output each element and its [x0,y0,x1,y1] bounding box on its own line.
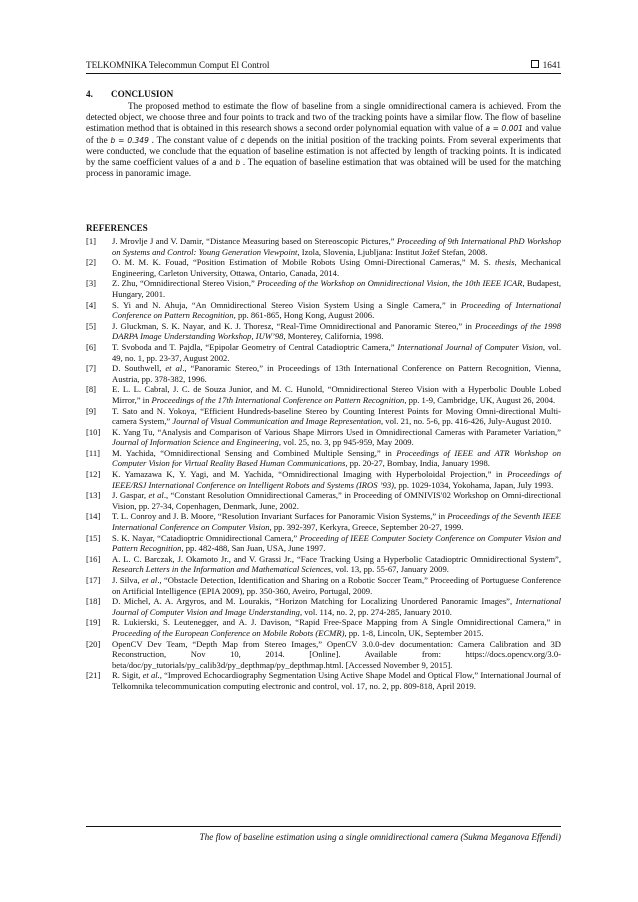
reference-details: , vol. 21, no. 5-6, pp. 416-426, July-August 2010. [381,416,552,427]
reference-label: [19] [86,617,101,628]
reference-source: Proceeding of IEEE Computer Society Conference on Computer Vision and Pattern Recognition [112,532,561,554]
reference-item [86,406,561,427]
reference-text: J. Silva, [112,575,143,585]
reference-text: S. Yi and N. Ahuja, “An Omnidirectional Stereo Vision System Using a Single Camera,” in [112,299,461,310]
reference-source: et al [142,575,158,585]
reference-source: Proceedings of IEEE/RSJ International Conference on Intelligent Robots and Systems (IROS ’93) [112,469,561,490]
reference-item [86,278,561,299]
conclusion-text-4: depends on the initial position of the tracking points. From several experiments that were conducted, we conclude that the equation of baseline estimation is not affected by length of tracking points. It is indicated by the same coefficient values of [86,134,561,168]
reference-text: R. Lukierski, S. Leutenegger, and A. J. Davison, “Rapid Free-Space Mapping from A Single Omnidirectional Camera,” in [112,617,561,628]
reference-label: [17] [86,575,101,585]
reference-list [86,236,561,692]
math-b: b [235,158,241,168]
header-rule [86,73,561,74]
page-number-block [531,60,561,70]
reference-item [86,490,561,511]
footer-rule [86,826,561,827]
math-c: c [240,135,245,145]
references-heading: REFERENCES [86,223,148,233]
reference-text: T. Svoboda and T. Pajdla, “Epipolar Geometry of Central Catadioptric Camera,” [112,341,398,352]
reference-text: OpenCV Dev Team, “Depth Map from Stereo Images,” OpenCV 3.0.0-dev documentation: Camera Calibration and 3D Reconstruction, Nov 10, 2014. [Online]. Available from: https://docs.opencv.org/3.0-beta/doc/py_tutorials/py_calib3d/py_depthmap/py_depthmap.html. [Accessed November 9, 2015]. [112,638,561,670]
reference-text: E. L. L. Cabral, J. C. de Souza Junior, and M. C. Hunold, “Omnidirectional Stereo Vision with a Hyperbolic Double Lobed Mirror,” in [112,384,561,405]
reference-source: et al [148,490,164,501]
reference-label: [21] [86,670,101,681]
reference-source: Proceedings of IEEE and ATR Workshop on Computer Vision for Virtual Reality Based Human Communications [112,447,561,469]
reference-text: R. Sigit, [112,670,143,681]
reference-label: [15] [86,532,101,543]
reference-label: [5] [86,320,97,331]
reference-item [86,257,561,278]
reference-source: Research Letters in the Information and Mathematical Sciences [112,564,332,575]
reference-item [86,236,561,257]
conclusion-text-5: and [216,157,236,168]
reference-source: Proceeding of the Workshop on Omnidirectional Vision, the 10th IEEE ICAR [257,278,523,289]
reference-text: K. Yamazawa K, Y. Yagi, and M. Yachida, “Omnidirectional Imaging with Hyperboloidal Projection,” in [112,469,508,480]
reference-item [86,363,561,384]
reference-item [86,670,561,691]
reference-source: et al [165,363,183,374]
reference-label: [2] [86,257,97,268]
section-title: CONCLUSION [111,89,174,99]
reference-label: [10] [86,426,101,437]
reference-item [86,448,561,469]
math-a: a [212,158,217,168]
reference-source: Journal of Visual Communication and Image Representation [172,416,381,427]
reference-text: S. K. Nayar, “Catadioptric Omnidirectional Camera,” [112,532,300,543]
reference-label: [3] [86,278,97,289]
reference-item [86,617,561,638]
reference-text: T. L. Conroy and J. B. Moore, “Resolution Invariant Surfaces for Panoramic Vision Systems,” in [112,511,448,522]
journal-title: TELKOMNIKA Telecommun Comput El Control [86,60,270,70]
reference-details: , vol. 25, no. 3, pp 945-959, May 2009. [278,437,414,448]
reference-label: [20] [86,638,101,649]
reference-item [86,596,561,617]
reference-label: [7] [86,363,97,374]
reference-details: , Budapest, Hungary, 2001. [112,278,561,299]
reference-label: [9] [86,405,97,416]
reference-text: K. Yang Tu, “Analysis and Comparison of Various Shape Mirrors Used in Omnidirectional Cameras with Parameter Variation,” [112,426,561,437]
reference-details: , vol. 49, no. 1, pp. 23-37, August 2002. [112,341,561,363]
reference-label: [12] [86,469,101,480]
reference-label: [13] [86,490,101,501]
conclusion-heading [86,89,173,99]
reference-source: thesis [494,257,515,268]
reference-text: T. Sato and N. Yokoya, “Efficient Hundreds-baseline Stereo by Counting Interest Points for Moving Omni-directional Multi-camera System,” [112,405,561,427]
reference-text: A. L. C. Barczak, J. Okamoto Jr., and V. Grassi Jr., “Face Tracking Using a Hyperbolic Catadioptric Omnidirectional System”, [112,553,561,564]
reference-source: International Journal of Computer Vision [397,341,543,352]
reference-text: D. Southwell, [112,363,166,374]
reference-source: Proceedings of the 1998 DARPA Image Understanding Workshop, IUW’98 [112,320,561,342]
reference-source: et al. [142,670,160,681]
reference-item [86,427,561,448]
reference-item [86,575,561,596]
reference-details: , “Improved Echocardiography Segmentation Using Active Shape Model and Optical Flow,” International Journal of Telkomnika telecommunication computing electronic and control, vol. 17, no. 2, pp. 809-818, April 2019. [112,670,561,691]
reference-details: , Izola, Slovenia, Ljubljana: Institut Jožef Stefan, 2008. [297,246,488,257]
reference-text: O. M. M. K. Fouad, “Position Estimation of Mobile Robots Using Omni-Directional Cameras,” M. S. [112,257,495,268]
reference-details: ., “Constant Resolution Omnidirectional Cameras,” in Proceeding of OMNIVIS'02 Workshop on Omni-directional Vision, pp. 27-34, Copenhagen, Denmark, June, 2002. [112,490,561,511]
math-a-value: a = 0.001 [485,124,523,134]
reference-details: ., “Panoramic Stereo,” in Proceedings of 13th International Conference on Pattern Recognition, Vienna, Austria, pp. 378-382, 1996. [112,363,562,384]
reference-details: , pp. 482-488, San Juan, USA, June 1997. [181,543,326,554]
reference-item [86,511,561,532]
reference-details: , pp. 20-27, Bombay, India, January 1998. [345,458,490,469]
reference-item [86,384,561,405]
reference-source: Proceedings of the 17th International Conference on Pattern Recognition [151,394,405,405]
reference-label: [6] [86,341,97,352]
reference-details: , Mechanical Engineering, Carleton University, Ottawa, Ontario, Canada, 2014. [112,257,561,278]
reference-label: [8] [86,384,97,395]
reference-source: International Journal of Computer Vision and Image Understanding [112,596,561,617]
reference-item [86,639,561,671]
running-header [86,60,561,74]
conclusion-text-6: . The equation of baseline estimation that was obtained will be used for the matching process in panoramic image. [86,157,562,179]
reference-details: , pp. 1-8, Lincoln, UK, September 2015. [344,627,484,638]
reference-label: [1] [86,236,97,246]
reference-text: M. Yachida, “Omnidirectional Sensing and Combined Multiple Sensing,” in [112,447,397,458]
checkbox-square-icon [531,60,539,68]
reference-item [86,342,561,363]
reference-text: J. Gaspar, [112,490,149,501]
reference-source: Proceedings of the Seventh IEEE International Conference on Computer Vision [112,511,562,533]
reference-source: Proceeding of the European Conference on Mobile Robots (ECMR) [112,627,345,638]
reference-item [86,554,561,575]
reference-item [86,300,561,321]
conclusion-text-1: The proposed method to estimate the flow of baseline from a single omnidirectional camera is achieved. From the detected object, we choose three and four points to track and two of the tracking points have a similar flow. The flow of baseline estimation method that is obtained in this research shows a second order polynomial equation with value of [86,101,561,134]
reference-details: , Monterey, California, 1998. [283,331,384,342]
reference-label: [4] [86,299,97,310]
reference-label: [16] [86,553,101,564]
reference-text: J. Mrovlje J and V. Damir, “Distance Measuring based on Stereoscopic Pictures,” [112,236,397,246]
section-number: 4. [86,89,93,99]
reference-source: Proceeding of 9th International PhD Workshop on Systems and Control: Young Generation Viewpoint [112,236,561,257]
reference-label: [11] [86,447,100,458]
math-b-value: b = 0.349 [110,135,149,145]
reference-text: D. Michel, A. A. Argyros, and M. Lourakis, “Horizon Matching for Localizing Unordered Panoramic Images”, [112,596,516,607]
reference-details: , pp. 861-865, Hong Kong, August 2006. [233,310,375,321]
reference-item [86,533,561,554]
page-number: 1641 [542,60,561,70]
reference-details: , pp. 392-397, Kerkyra, Greece, September 20-27, 1999. [269,522,464,533]
reference-text: Z. Zhu, “Omnidirectional Stereo Vision,” [112,278,258,289]
reference-label: [14] [86,511,101,522]
reference-details: , vol. 114, no. 2, pp. 274-285, January 2010. [299,606,452,617]
reference-source: Journal of Information Science and Engineering [112,437,279,448]
reference-text: J. Gluckman, S. K. Nayar, and K. J. Thoresz, “Real-Time Omnidirectional and Panoramic Stereo,” in [112,320,475,331]
reference-details: ., “Obstacle Detection, Identification and Sharing on a Robotic Soccer Team,” Proceeding of Portuguese Conference on Artificial Intelligence (EPIA 2009), pp. 350-360, Aveiro, Portugal, 2009. [112,575,561,596]
reference-details: , pp. 1029-1034, Yokohama, Japan, July 1993. [394,479,554,490]
reference-details: , vol. 13, pp. 55-67, January 2009. [331,564,449,575]
reference-details: , pp. 1-9, Cambridge, UK, August 26, 2004. [404,394,556,405]
conclusion-paragraph [86,101,561,179]
reference-source: Proceeding of International Conference on Pattern Recognition [112,299,561,321]
running-footer: The flow of baseline estimation using a single omnidirectional camera (Sukma Meganova Effendi) [199,832,561,842]
reference-item [86,469,561,490]
reference-item [86,321,561,342]
reference-label: [18] [86,596,101,607]
conclusion-text-3: . The constant value of [148,134,241,145]
conclusion-text-2: and value of the [86,123,561,145]
